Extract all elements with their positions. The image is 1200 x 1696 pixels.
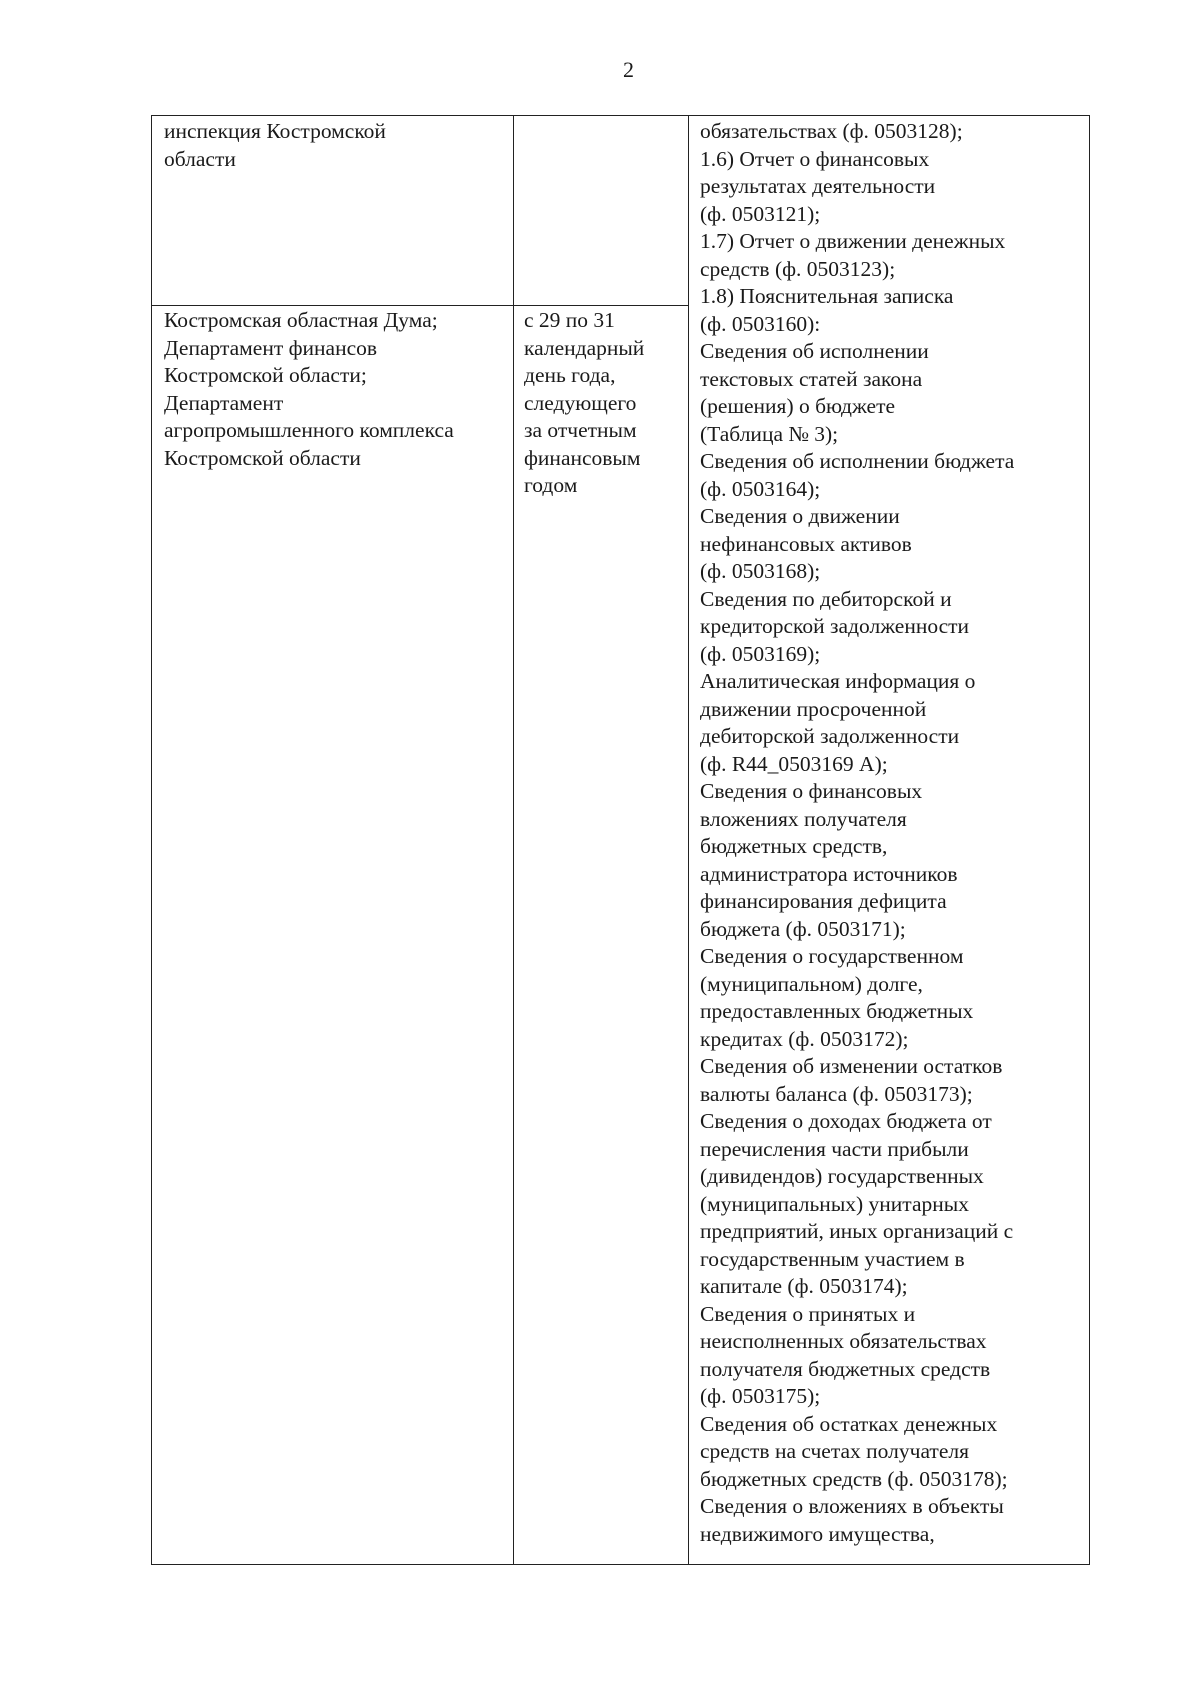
text-line: Аналитическая информация о: [700, 669, 976, 693]
text-line: инспекция Костромской: [164, 119, 386, 143]
text-line: (ф. 0503164);: [700, 476, 821, 501]
text-line: текстовых статей закона: [700, 366, 923, 391]
row1-recipient-cell: [164, 118, 504, 173]
text-line: следующего: [524, 390, 637, 415]
row-divider: [152, 305, 688, 306]
text-line: бюджетных средств,: [700, 834, 888, 858]
text-line: средств (ф. 0503123);: [700, 256, 896, 281]
text-line: Сведения об изменении остатков: [700, 1054, 1003, 1078]
text-line: Сведения о финансовых: [700, 779, 923, 803]
text-line: Сведения об остатках денежных: [700, 1411, 998, 1436]
text-line: (дивидендов) государственных: [700, 1164, 984, 1188]
text-line: Сведения об исполнении: [700, 339, 929, 363]
text-line: Сведения о государственном: [700, 944, 964, 968]
text-line: (ф. 0503175);: [700, 1384, 821, 1408]
text-line: бюджета (ф. 0503171);: [700, 916, 906, 941]
text-line: получателя бюджетных средств: [700, 1356, 991, 1381]
text-line: администратора источников: [700, 861, 958, 886]
text-line: Департамент: [164, 390, 284, 415]
report-forms-cell: [700, 118, 1088, 1548]
text-line: финансовым: [524, 445, 641, 470]
text-line: с 29 по 31: [524, 308, 615, 332]
text-line: (решения) о бюджете: [700, 394, 896, 418]
column-divider: [513, 116, 514, 1564]
text-line: Сведения об исполнении бюджета: [700, 449, 1015, 473]
text-line: недвижимого имущества,: [700, 1521, 935, 1546]
text-line: агропромышленного комплекса: [164, 418, 454, 442]
text-line: дебиторской задолженности: [700, 724, 960, 748]
document-table: [151, 115, 1090, 1565]
text-line: за отчетным: [524, 418, 637, 442]
text-line: бюджетных средств (ф. 0503178);: [700, 1466, 1008, 1491]
text-line: движении просроченной: [700, 696, 927, 721]
text-line: 1.7) Отчет о движении денежных: [700, 229, 1006, 253]
text-line: предприятий, иных организаций с: [700, 1219, 1014, 1243]
text-line: Костромская областная Дума;: [164, 308, 438, 332]
row2-deadline-cell: [524, 307, 684, 500]
text-line: (муниципальном) долге,: [700, 971, 923, 996]
text-line: Костромской области;: [164, 363, 367, 387]
text-line: Сведения о доходах бюджета от: [700, 1109, 992, 1133]
text-line: кредитах (ф. 0503172);: [700, 1026, 909, 1051]
text-line: Сведения о движении: [700, 504, 900, 528]
text-line: Костромской области: [164, 445, 361, 470]
text-line: (ф. 0503169);: [700, 641, 821, 666]
text-line: день года,: [524, 363, 616, 387]
text-line: результатах деятельности: [700, 174, 936, 198]
text-line: Сведения о принятых и: [700, 1301, 916, 1326]
column-divider: [688, 116, 689, 1564]
text-line: области: [164, 146, 236, 171]
text-line: государственным участием в: [700, 1246, 965, 1271]
text-line: обязательствах (ф. 0503128);: [700, 119, 963, 143]
text-line: неисполненных обязательствах: [700, 1329, 987, 1353]
text-line: (ф. 0503160):: [700, 311, 821, 336]
text-line: 1.6) Отчет о финансовых: [700, 146, 930, 171]
text-line: (ф. R44_0503169 А);: [700, 751, 888, 776]
text-line: нефинансовых активов: [700, 531, 912, 556]
text-line: (муниципальных) унитарных: [700, 1191, 969, 1216]
text-line: Сведения о вложениях в объекты: [700, 1494, 1004, 1518]
text-line: Сведения по дебиторской и: [700, 586, 952, 611]
text-line: (ф. 0503168);: [700, 559, 821, 583]
text-line: предоставленных бюджетных: [700, 999, 974, 1023]
text-line: вложениях получателя: [700, 806, 907, 831]
page-number: 2: [623, 57, 634, 82]
row2-recipient-cell: [164, 307, 504, 472]
text-line: 1.8) Пояснительная записка: [700, 284, 954, 308]
text-line: капитале (ф. 0503174);: [700, 1274, 908, 1298]
text-line: валюты баланса (ф. 0503173);: [700, 1081, 973, 1106]
text-line: годом: [524, 473, 578, 497]
text-line: финансирования дефицита: [700, 889, 947, 913]
text-line: (ф. 0503121);: [700, 201, 821, 226]
text-line: календарный: [524, 335, 645, 360]
text-line: Департамент финансов: [164, 335, 378, 360]
text-line: средств на счетах получателя: [700, 1439, 969, 1463]
text-line: перечисления части прибыли: [700, 1136, 969, 1161]
text-line: (Таблица № 3);: [700, 421, 839, 446]
text-line: кредиторской задолженности: [700, 614, 970, 638]
